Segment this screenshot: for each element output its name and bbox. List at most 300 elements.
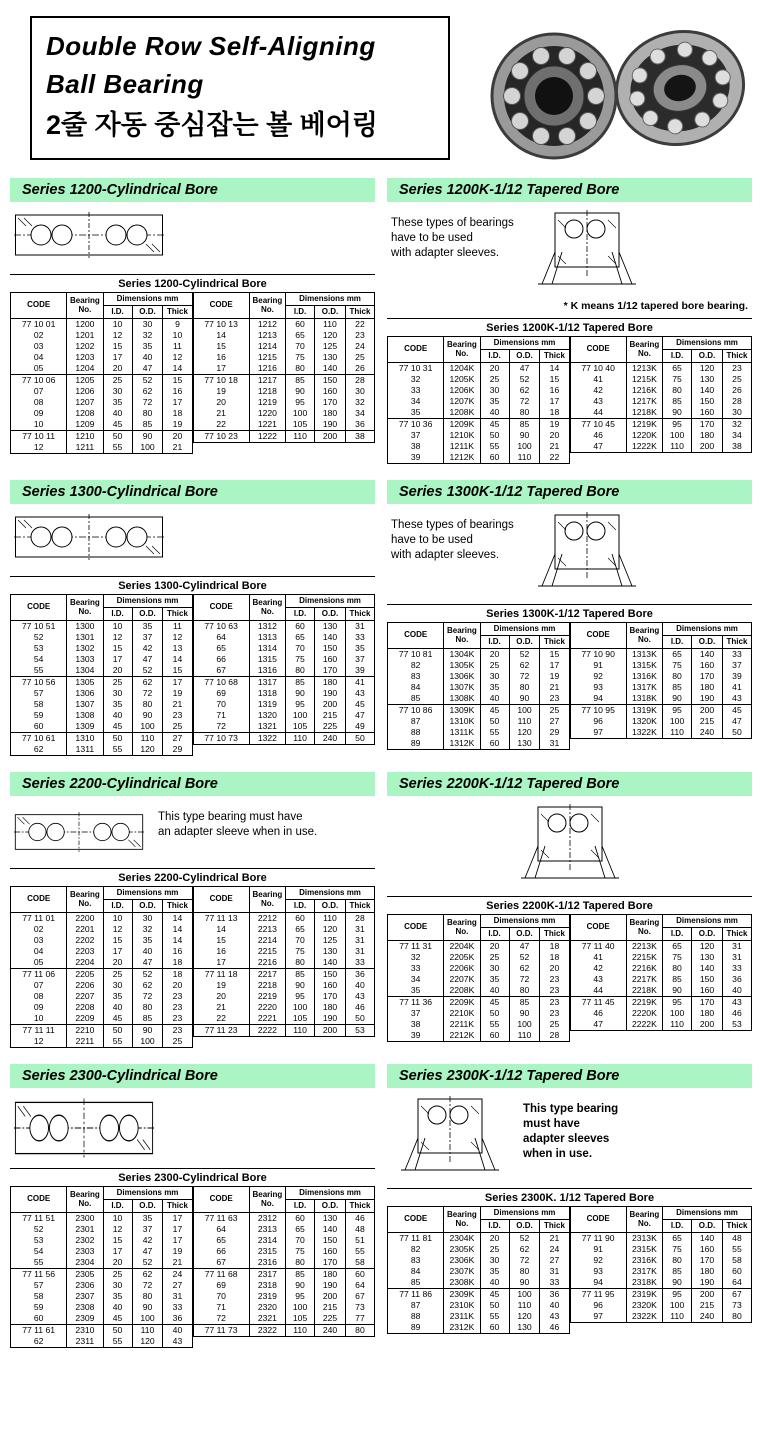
od-cell: 200 — [315, 699, 346, 710]
od-cell: 35 — [132, 621, 163, 633]
thick-cell: 32 — [345, 397, 374, 408]
od-cell: 240 — [315, 1325, 346, 1337]
thick-cell: 18 — [540, 941, 569, 953]
id-cell: 60 — [480, 1322, 509, 1334]
table-row — [570, 963, 752, 974]
thick-cell: 73 — [345, 1302, 374, 1313]
od-cell: 100 — [132, 442, 163, 454]
code-cell: 94 — [570, 1277, 626, 1289]
thick-cell: 23 — [163, 1002, 192, 1013]
thick-cell: 43 — [345, 688, 374, 699]
id-header: I.D. — [480, 350, 509, 363]
id-cell: 110 — [286, 733, 315, 745]
thick-cell: 17 — [163, 677, 192, 689]
table-row — [193, 352, 375, 363]
thick-cell: 46 — [345, 1213, 374, 1225]
thick-cell: 41 — [345, 677, 374, 689]
table-row — [193, 1313, 375, 1325]
series-banner: Series 2300-Cylindrical Bore — [10, 1064, 375, 1088]
table-row — [11, 721, 193, 733]
od-cell: 90 — [509, 430, 540, 441]
od-cell: 120 — [692, 363, 723, 375]
section-series-2200k — [387, 772, 752, 1048]
code-cell: 04 — [11, 352, 67, 363]
note-line: with adapter sleeves. — [391, 548, 500, 561]
bearing-no-cell: 2310 — [67, 1325, 103, 1337]
id-cell: 50 — [480, 430, 509, 441]
thick-cell: 21 — [540, 441, 569, 452]
table-row — [388, 716, 570, 727]
thick-cell: 23 — [722, 363, 751, 375]
thick-cell: 23 — [163, 1025, 192, 1037]
id-cell: 20 — [480, 649, 509, 661]
note-line: This type bearing must have — [158, 811, 303, 823]
od-cell: 140 — [692, 963, 723, 974]
table-row — [193, 1235, 375, 1246]
bearing-no-cell: 1205K — [444, 374, 480, 385]
bearing-no-cell: 1210 — [67, 431, 103, 443]
table-row — [193, 1213, 375, 1225]
thick-cell: 31 — [722, 941, 751, 953]
id-cell: 20 — [480, 363, 509, 375]
code-cell: 77 11 45 — [570, 997, 626, 1009]
thick-cell: 55 — [722, 1244, 751, 1255]
id-cell: 20 — [480, 941, 509, 953]
od-header: O.D. — [692, 636, 723, 649]
table-row — [570, 1008, 752, 1019]
thick-cell: 77 — [345, 1313, 374, 1325]
id-cell: 55 — [103, 1036, 132, 1048]
table-row — [193, 341, 375, 352]
bearing-no-cell: 2216 — [249, 957, 285, 969]
table-row — [570, 1233, 752, 1245]
thick-cell: 17 — [163, 1235, 192, 1246]
bearing-no-cell: 2308K — [444, 1277, 480, 1289]
od-header: O.D. — [509, 1220, 540, 1233]
bearing-no-cell: 2312K — [444, 1322, 480, 1334]
table-row — [11, 386, 193, 397]
table-row — [388, 430, 570, 441]
code-cell: 58 — [11, 699, 67, 710]
bearing-cross-section-diagram — [14, 804, 144, 860]
bearing-no-cell: 2306K — [444, 1255, 480, 1266]
od-cell: 180 — [692, 430, 723, 441]
table-row — [193, 969, 375, 981]
thick-cell: 18 — [540, 952, 569, 963]
bearing-no-cell: 1204 — [67, 363, 103, 375]
bearing-no-cell: 1317K — [626, 682, 662, 693]
od-cell: 200 — [692, 1289, 723, 1301]
code-cell: 15 — [193, 935, 249, 946]
thick-cell: 50 — [722, 727, 751, 739]
bearing-no-cell: 2310K — [444, 1300, 480, 1311]
bearing-no-cell: 1308K — [444, 693, 480, 705]
bearing-no-cell: 1202 — [67, 341, 103, 352]
thick-header: Thick — [345, 608, 374, 621]
code-header: CODE — [570, 337, 626, 363]
bearing-no-cell: 2219K — [626, 997, 662, 1009]
table-row — [570, 363, 752, 375]
bearing-no-cell: 1313 — [249, 632, 285, 643]
table-row — [570, 1311, 752, 1323]
od-cell: 80 — [132, 1291, 163, 1302]
table-row — [11, 632, 193, 643]
code-cell: 20 — [193, 991, 249, 1002]
code-header: CODE — [570, 1207, 626, 1233]
bearing-no-cell: 2308 — [67, 1302, 103, 1313]
code-cell: 77 10 95 — [570, 705, 626, 717]
code-cell: 64 — [193, 632, 249, 643]
id-cell: 25 — [103, 677, 132, 689]
thick-cell: 31 — [345, 946, 374, 957]
bearing-table-left — [387, 914, 570, 1042]
id-cell: 75 — [663, 1244, 692, 1255]
thick-cell: 25 — [540, 705, 569, 717]
thick-cell: 46 — [722, 1008, 751, 1019]
table-row — [570, 1255, 752, 1266]
code-cell: 84 — [388, 1266, 444, 1277]
id-cell: 110 — [663, 1311, 692, 1323]
thick-cell: 33 — [540, 1277, 569, 1289]
bearing-no-cell: 2218 — [249, 980, 285, 991]
bearing-no-cell: 1313K — [626, 649, 662, 661]
od-header: O.D. — [132, 900, 163, 913]
id-cell: 25 — [103, 969, 132, 981]
bearing-table-pair — [387, 914, 752, 1042]
od-cell: 190 — [692, 693, 723, 705]
od-cell: 72 — [132, 1280, 163, 1291]
od-cell: 150 — [692, 396, 723, 407]
bearing-no-cell: 1311 — [67, 744, 103, 756]
id-cell: 65 — [286, 1224, 315, 1235]
bearing-no-cell: 1322K — [626, 727, 662, 739]
bearing-no-cell: 2217K — [626, 974, 662, 985]
id-cell: 60 — [480, 452, 509, 464]
code-cell: 83 — [388, 671, 444, 682]
thick-cell: 28 — [345, 375, 374, 387]
od-cell: 80 — [509, 1266, 540, 1277]
od-cell: 42 — [132, 1235, 163, 1246]
id-cell: 85 — [663, 974, 692, 985]
table-row — [388, 396, 570, 407]
bearing-no-cell: 2316 — [249, 1257, 285, 1269]
table-row — [11, 621, 193, 633]
od-header: O.D. — [509, 350, 540, 363]
code-cell: 77 10 61 — [11, 733, 67, 745]
id-cell: 12 — [103, 924, 132, 935]
bearing-no-cell: 1306 — [67, 688, 103, 699]
bearing-no-cell: 1207 — [67, 397, 103, 408]
table-row — [193, 363, 375, 375]
table-title: Series 2300K. 1/12 Tapered Bore — [484, 1192, 655, 1204]
od-cell: 130 — [692, 374, 723, 385]
od-cell: 40 — [132, 946, 163, 957]
id-cell: 17 — [103, 654, 132, 665]
id-cell: 55 — [103, 442, 132, 454]
id-cell: 75 — [286, 946, 315, 957]
code-cell: 38 — [388, 441, 444, 452]
thick-cell: 43 — [722, 997, 751, 1009]
thick-cell: 19 — [163, 1246, 192, 1257]
thick-header: Thick — [163, 608, 192, 621]
bearing-no-cell: 2314 — [249, 1235, 285, 1246]
table-row — [388, 682, 570, 693]
bearing-no-cell: 1301 — [67, 632, 103, 643]
bearing-no-cell: 1314 — [249, 643, 285, 654]
thick-cell: 31 — [345, 621, 374, 633]
note-line: with adapter sleeves. — [391, 246, 500, 259]
thick-cell: 60 — [345, 1269, 374, 1281]
dimensions-header: Dimensions mm — [480, 1207, 569, 1220]
code-cell: 14 — [193, 924, 249, 935]
code-cell: 32 — [388, 374, 444, 385]
bearing-no-cell: 2212 — [249, 913, 285, 925]
code-cell: 77 10 23 — [193, 431, 249, 443]
bearing-table-left — [10, 292, 193, 454]
table-row — [193, 431, 375, 443]
thick-cell: 17 — [540, 396, 569, 407]
bearing-table-right — [570, 622, 753, 739]
thick-cell: 20 — [540, 963, 569, 974]
id-cell: 50 — [480, 1008, 509, 1019]
thick-header: Thick — [345, 1200, 374, 1213]
table-row — [388, 407, 570, 419]
od-cell: 140 — [315, 363, 346, 375]
bearing-no-cell: 1309 — [67, 721, 103, 733]
bearing-no-header: Bearing No. — [67, 1187, 103, 1213]
bearing-no-cell: 1201 — [67, 330, 103, 341]
bearing-no-cell: 2322 — [249, 1325, 285, 1337]
id-cell: 55 — [480, 441, 509, 452]
thick-cell: 17 — [163, 397, 192, 408]
id-cell: 85 — [663, 396, 692, 407]
od-cell: 110 — [509, 1300, 540, 1311]
od-cell: 200 — [692, 441, 723, 453]
bearing-no-cell: 1214 — [249, 341, 285, 352]
table-row — [11, 363, 193, 375]
id-cell: 60 — [480, 1030, 509, 1042]
table-row — [11, 1280, 193, 1291]
thick-cell: 28 — [540, 1030, 569, 1042]
od-cell: 140 — [692, 649, 723, 661]
od-cell: 180 — [692, 1008, 723, 1019]
od-cell: 160 — [315, 980, 346, 991]
table-row — [193, 924, 375, 935]
code-cell: 87 — [388, 1300, 444, 1311]
table-row — [11, 319, 193, 331]
code-cell: 88 — [388, 727, 444, 738]
code-cell: 77 11 61 — [11, 1325, 67, 1337]
thick-header: Thick — [163, 306, 192, 319]
bearing-table-right — [570, 1206, 753, 1323]
id-cell: 100 — [286, 1002, 315, 1013]
id-cell: 110 — [286, 431, 315, 443]
bearing-no-header: Bearing No. — [67, 887, 103, 913]
thick-cell: 21 — [540, 1233, 569, 1245]
code-cell: 67 — [193, 1257, 249, 1269]
od-cell: 160 — [315, 1246, 346, 1257]
id-cell: 17 — [103, 946, 132, 957]
table-row — [388, 452, 570, 464]
id-cell: 45 — [480, 705, 509, 717]
bearing-no-cell: 1222 — [249, 431, 285, 443]
bearing-no-header: Bearing No. — [249, 293, 285, 319]
thick-cell: 33 — [163, 1302, 192, 1313]
id-cell: 25 — [480, 374, 509, 385]
id-cell: 85 — [286, 375, 315, 387]
thick-cell: 23 — [540, 985, 569, 997]
table-row — [388, 738, 570, 750]
code-cell: 02 — [11, 330, 67, 341]
thick-cell: 15 — [540, 649, 569, 661]
note-line: an adapter sleeve when in use. — [158, 825, 318, 838]
table-row — [193, 1002, 375, 1013]
code-header: CODE — [11, 1187, 67, 1213]
code-cell: 47 — [570, 441, 626, 453]
id-cell: 90 — [286, 980, 315, 991]
od-cell: 190 — [315, 1280, 346, 1291]
od-cell: 52 — [509, 1233, 540, 1245]
table-row — [388, 441, 570, 452]
od-cell: 47 — [132, 654, 163, 665]
table-row — [570, 385, 752, 396]
bearing-cross-section-diagram — [14, 512, 164, 562]
od-cell: 215 — [315, 1302, 346, 1313]
code-cell: 17 — [193, 363, 249, 375]
id-cell: 100 — [663, 1300, 692, 1311]
bearing-no-cell: 1213 — [249, 330, 285, 341]
bearing-no-cell: 2204 — [67, 957, 103, 969]
thick-cell: 40 — [540, 1300, 569, 1311]
id-cell: 10 — [103, 319, 132, 331]
table-row — [11, 1213, 193, 1225]
bearing-cross-section-diagram — [14, 1096, 154, 1160]
code-cell: 85 — [388, 1277, 444, 1289]
od-cell: 215 — [692, 716, 723, 727]
code-cell: 69 — [193, 1280, 249, 1291]
table-row — [11, 733, 193, 745]
table-row — [11, 1036, 193, 1048]
table-row — [193, 654, 375, 665]
id-cell: 65 — [663, 1233, 692, 1245]
bearing-table-right — [193, 594, 376, 745]
od-cell: 52 — [509, 649, 540, 661]
bearing-no-cell: 1209 — [67, 419, 103, 431]
thick-cell: 31 — [722, 952, 751, 963]
code-cell: 10 — [11, 419, 67, 431]
bearing-table-left — [10, 886, 193, 1048]
od-cell: 47 — [509, 941, 540, 953]
thick-cell: 29 — [540, 727, 569, 738]
bearing-no-cell: 2219 — [249, 991, 285, 1002]
id-cell: 65 — [663, 941, 692, 953]
code-cell: 08 — [11, 991, 67, 1002]
bearing-no-cell: 2206 — [67, 980, 103, 991]
id-cell: 12 — [103, 330, 132, 341]
id-cell: 55 — [480, 727, 509, 738]
tapered-bearing-diagram — [511, 804, 629, 888]
table-row — [193, 1280, 375, 1291]
od-cell: 85 — [509, 997, 540, 1009]
id-cell: 35 — [103, 699, 132, 710]
code-cell: 12 — [11, 442, 67, 454]
od-cell: 52 — [132, 665, 163, 677]
code-cell: 92 — [570, 671, 626, 682]
code-header: CODE — [570, 623, 626, 649]
code-cell: 97 — [570, 1311, 626, 1323]
thick-cell: 35 — [345, 643, 374, 654]
table-row — [388, 1277, 570, 1289]
thick-header: Thick — [345, 306, 374, 319]
code-cell: 94 — [570, 693, 626, 705]
thick-cell: 33 — [345, 957, 374, 969]
bearing-no-cell: 2220 — [249, 1002, 285, 1013]
bearing-table-right — [193, 292, 376, 443]
bearing-no-cell: 1205 — [67, 375, 103, 387]
note-line: must have — [523, 1117, 580, 1130]
code-cell: 77 10 18 — [193, 375, 249, 387]
id-cell: 90 — [286, 688, 315, 699]
section-series-1200 — [10, 178, 375, 464]
code-cell: 77 11 51 — [11, 1213, 67, 1225]
od-cell: 130 — [692, 952, 723, 963]
thick-cell: 12 — [163, 352, 192, 363]
od-cell: 62 — [509, 385, 540, 396]
code-cell: 19 — [193, 386, 249, 397]
od-cell: 130 — [315, 352, 346, 363]
section-series-1300k — [387, 480, 752, 756]
od-cell: 110 — [509, 452, 540, 464]
thick-cell: 30 — [722, 407, 751, 419]
bearing-no-cell: 1308 — [67, 710, 103, 721]
bearing-no-cell: 1318 — [249, 688, 285, 699]
code-cell: 89 — [388, 1322, 444, 1334]
table-row — [388, 705, 570, 717]
id-cell: 50 — [103, 1325, 132, 1337]
thick-cell: 20 — [163, 431, 192, 443]
thick-cell: 19 — [540, 419, 569, 431]
code-cell: 44 — [570, 985, 626, 997]
code-cell: 59 — [11, 1302, 67, 1313]
id-cell: 30 — [103, 688, 132, 699]
table-row — [570, 997, 752, 1009]
bearing-no-cell: 2319K — [626, 1289, 662, 1301]
thick-cell: 43 — [345, 991, 374, 1002]
bearing-no-cell: 2208 — [67, 1002, 103, 1013]
id-cell: 50 — [103, 431, 132, 443]
bearing-table-left — [387, 622, 570, 750]
id-cell: 80 — [286, 1257, 315, 1269]
od-cell: 170 — [315, 397, 346, 408]
code-header: CODE — [193, 293, 249, 319]
thick-cell: 14 — [163, 913, 192, 925]
id-cell: 35 — [103, 991, 132, 1002]
id-cell: 75 — [663, 660, 692, 671]
table-row — [11, 397, 193, 408]
id-cell: 55 — [480, 1311, 509, 1322]
code-cell: 09 — [11, 1002, 67, 1013]
od-cell: 215 — [315, 710, 346, 721]
thick-cell: 18 — [163, 969, 192, 981]
thick-cell: 30 — [345, 386, 374, 397]
bearing-no-cell: 1220K — [626, 430, 662, 441]
table-title: Series 2300-Cylindrical Bore — [118, 1172, 267, 1184]
id-header: I.D. — [103, 1200, 132, 1213]
thick-cell: 14 — [163, 924, 192, 935]
od-cell: 52 — [132, 375, 163, 387]
dimensions-header: Dimensions mm — [663, 1207, 752, 1220]
code-cell: 21 — [193, 408, 249, 419]
